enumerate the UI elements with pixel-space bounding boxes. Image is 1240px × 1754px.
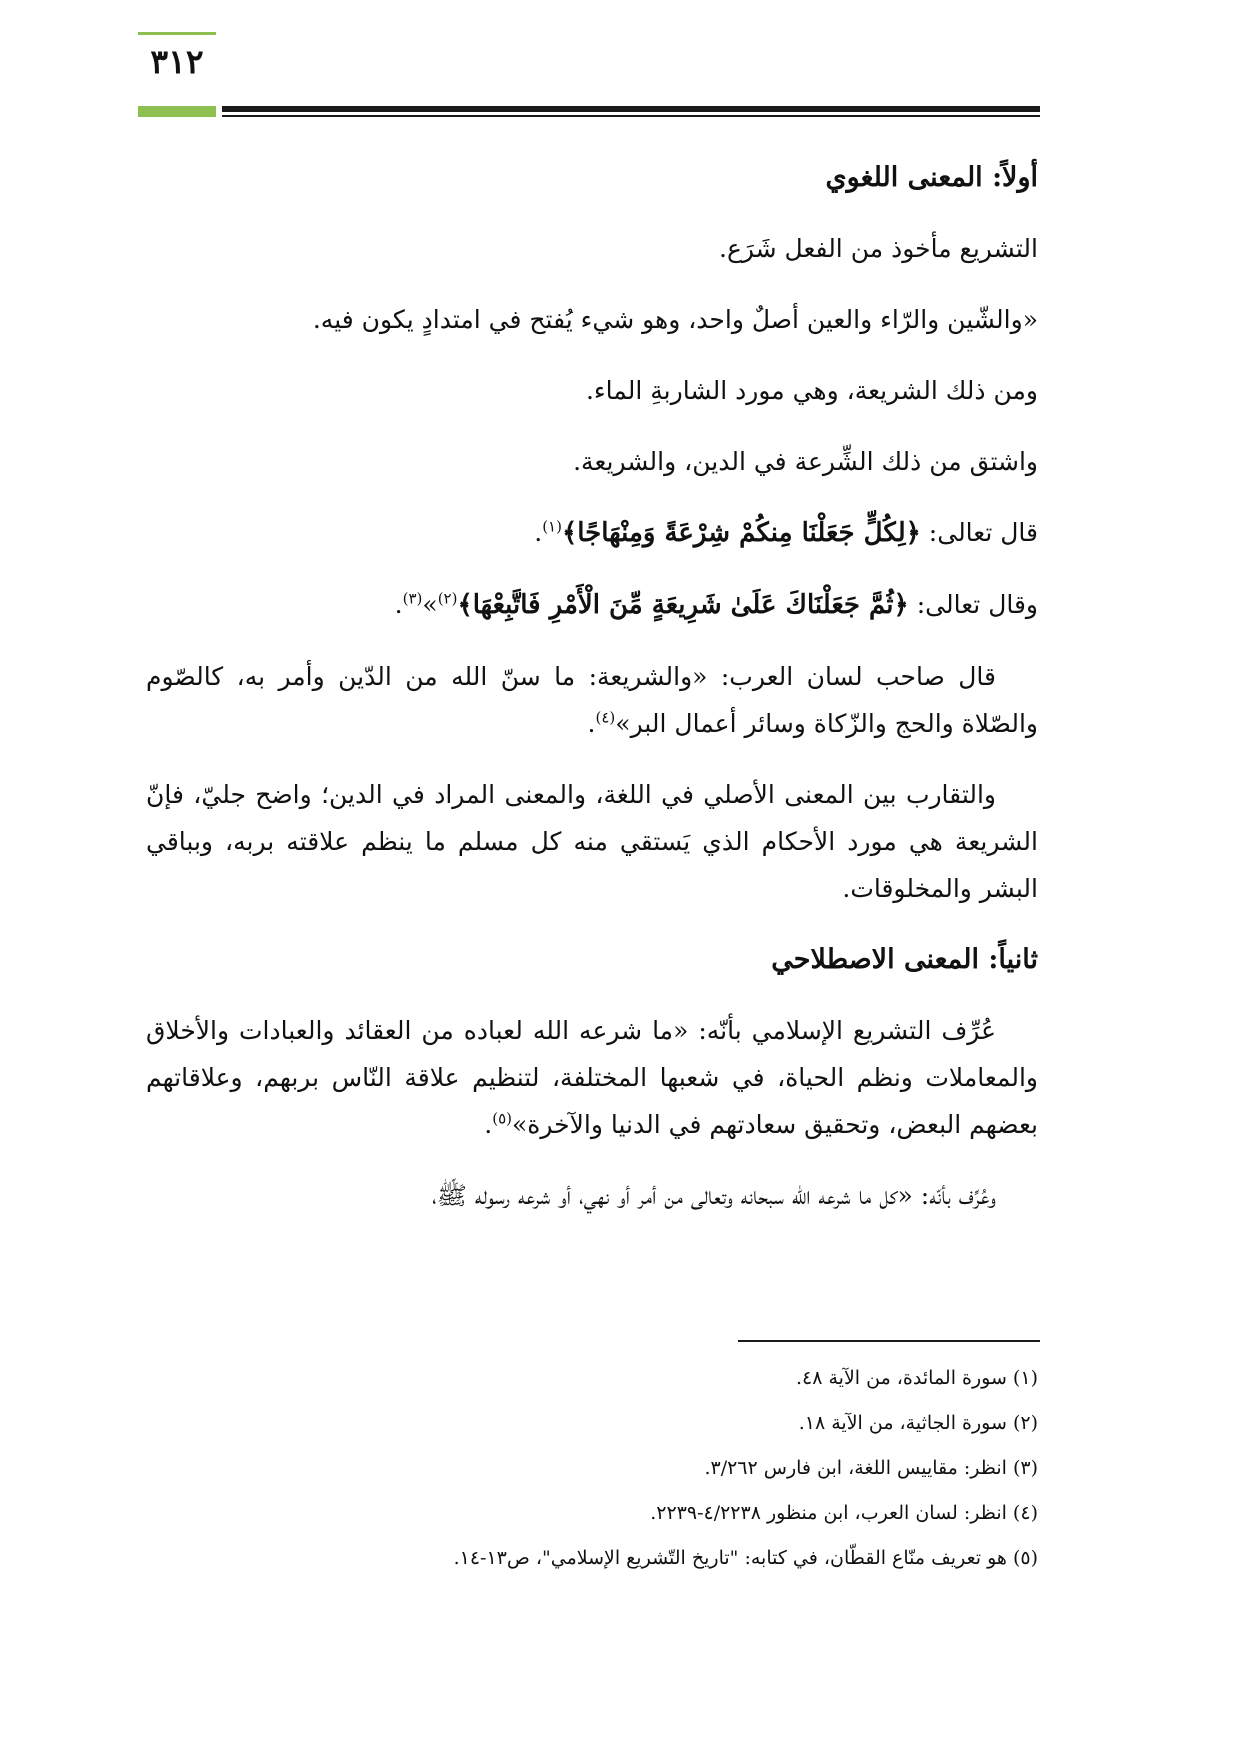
page-number: ٣١٢ xyxy=(150,42,204,81)
footnote-1: (١) سورة المائدة، من الآية ٤٨. xyxy=(795,1367,1038,1389)
footnote-ref[interactable]: (٢) xyxy=(437,589,458,608)
footnote-separator xyxy=(738,1340,1040,1342)
paragraph-verse-1 xyxy=(146,509,1038,557)
footnote-2: (٢) سورة الجاثية، من الآية ١٨. xyxy=(798,1412,1038,1434)
footnote-ref[interactable]: (٣) xyxy=(402,589,423,608)
section-heading-technical: ثانياً: المعنى الاصطلاحي xyxy=(771,944,1038,975)
footnote-ref[interactable]: (٥) xyxy=(492,1109,512,1128)
paragraph-text: عُرِّف التشريع الإسلامي بأنّه: «ما شرعه الله لعباده من العقائد والعبادات والأخلاق والمعاملات ونظم الحياة، في شعبها المختلفة، لتنظيم علاقة النّاس بربهم، وعلاقاتهم بعضهم البعض، وتحقيق سعادتهم في الدنيا والآخرة» xyxy=(146,1016,1038,1139)
header-rule-thin xyxy=(222,115,1040,117)
paragraph-convergence: والتقارب بين المعنى الأصلي في اللغة، والمعنى المراد في الدين؛ واضح جليّ، فإنّ الشريعة هي مورد الأحكام الذي يَستقي منه كل مسلم ما ينظم علاقته بربه، وبباقي البشر والمخلوقات. xyxy=(146,780,1038,903)
paragraph-text: قال صاحب لسان العرب: «والشريعة: ما سنّ الله من الدّين وأمر به، كالصّوم والصّلاة والحج والزّكاة وسائر أعمال البر» xyxy=(146,662,1038,738)
footnote-ref[interactable]: (١) xyxy=(542,517,562,536)
footnotes xyxy=(146,1356,1038,1581)
verse-end: . xyxy=(394,590,403,619)
paragraph-technical-definition xyxy=(146,1007,1038,1148)
quran-verse: ﴿لِكُلٍّ جَعَلْنَا مِنكُمْ شِرْعَةً وَمِنْهَاجًا﴾ xyxy=(561,518,921,548)
footnote-5: (٥) هو تعريف منّاع القطّان، في كتابه: "تاريخ التّشريع الإسلامي"، ص١٣-١٤. xyxy=(453,1547,1038,1569)
quote-close: » xyxy=(422,590,438,619)
paragraph-derivation: التشريع مأخوذ من الفعل شَرَع. xyxy=(719,234,1038,263)
verse-intro: قال تعالى: xyxy=(920,518,1038,547)
paragraph-sharia-water: ومن ذلك الشريعة، وهي مورد الشاربةِ الماء. xyxy=(585,376,1038,405)
paragraph-shira-religion: واشتق من ذلك الشِّرعة في الدين، والشريعة. xyxy=(573,447,1038,476)
paragraph-second-definition: وعُرِّف بأنّه: «كل ما شرعه الله سبحانه وتعالى من أمر أو نهي، أو شرعه رسوله ﷺ، xyxy=(431,1181,996,1210)
verse-intro: وقال تعالى: xyxy=(908,590,1038,619)
paragraph-root-meaning: «والشّين والرّاء والعين أصلٌ واحد، وهو شيء يُفتح في امتدادٍ يكون فيه. xyxy=(312,305,1038,334)
footnote-3: (٣) انظر: مقاييس اللغة، ابن فارس ٣/٢٦٢. xyxy=(704,1457,1038,1479)
footnote-ref[interactable]: (٤) xyxy=(595,708,616,727)
page-body xyxy=(146,146,1038,1243)
footnote-4: (٤) انظر: لسان العرب، ابن منظور ٤/٢٢٣٨-٢٢٣٩. xyxy=(650,1502,1038,1524)
paragraph-end: . xyxy=(587,709,596,738)
section-heading-linguistic: أولاً: المعنى اللغوي xyxy=(825,162,1038,193)
header-rule-thick xyxy=(222,106,1040,112)
paragraph-lisan-definition xyxy=(146,653,1038,747)
paragraph-verse-2 xyxy=(146,581,1038,629)
verse-end: . xyxy=(534,518,543,547)
header-green-bar xyxy=(138,106,216,117)
header-top-accent xyxy=(138,32,216,35)
paragraph-end: . xyxy=(484,1110,493,1139)
quran-verse: ﴿ثُمَّ جَعَلْنَاكَ عَلَىٰ شَرِيعَةٍ مِّنَ الْأَمْرِ فَاتَّبِعْهَا﴾ xyxy=(457,590,909,620)
